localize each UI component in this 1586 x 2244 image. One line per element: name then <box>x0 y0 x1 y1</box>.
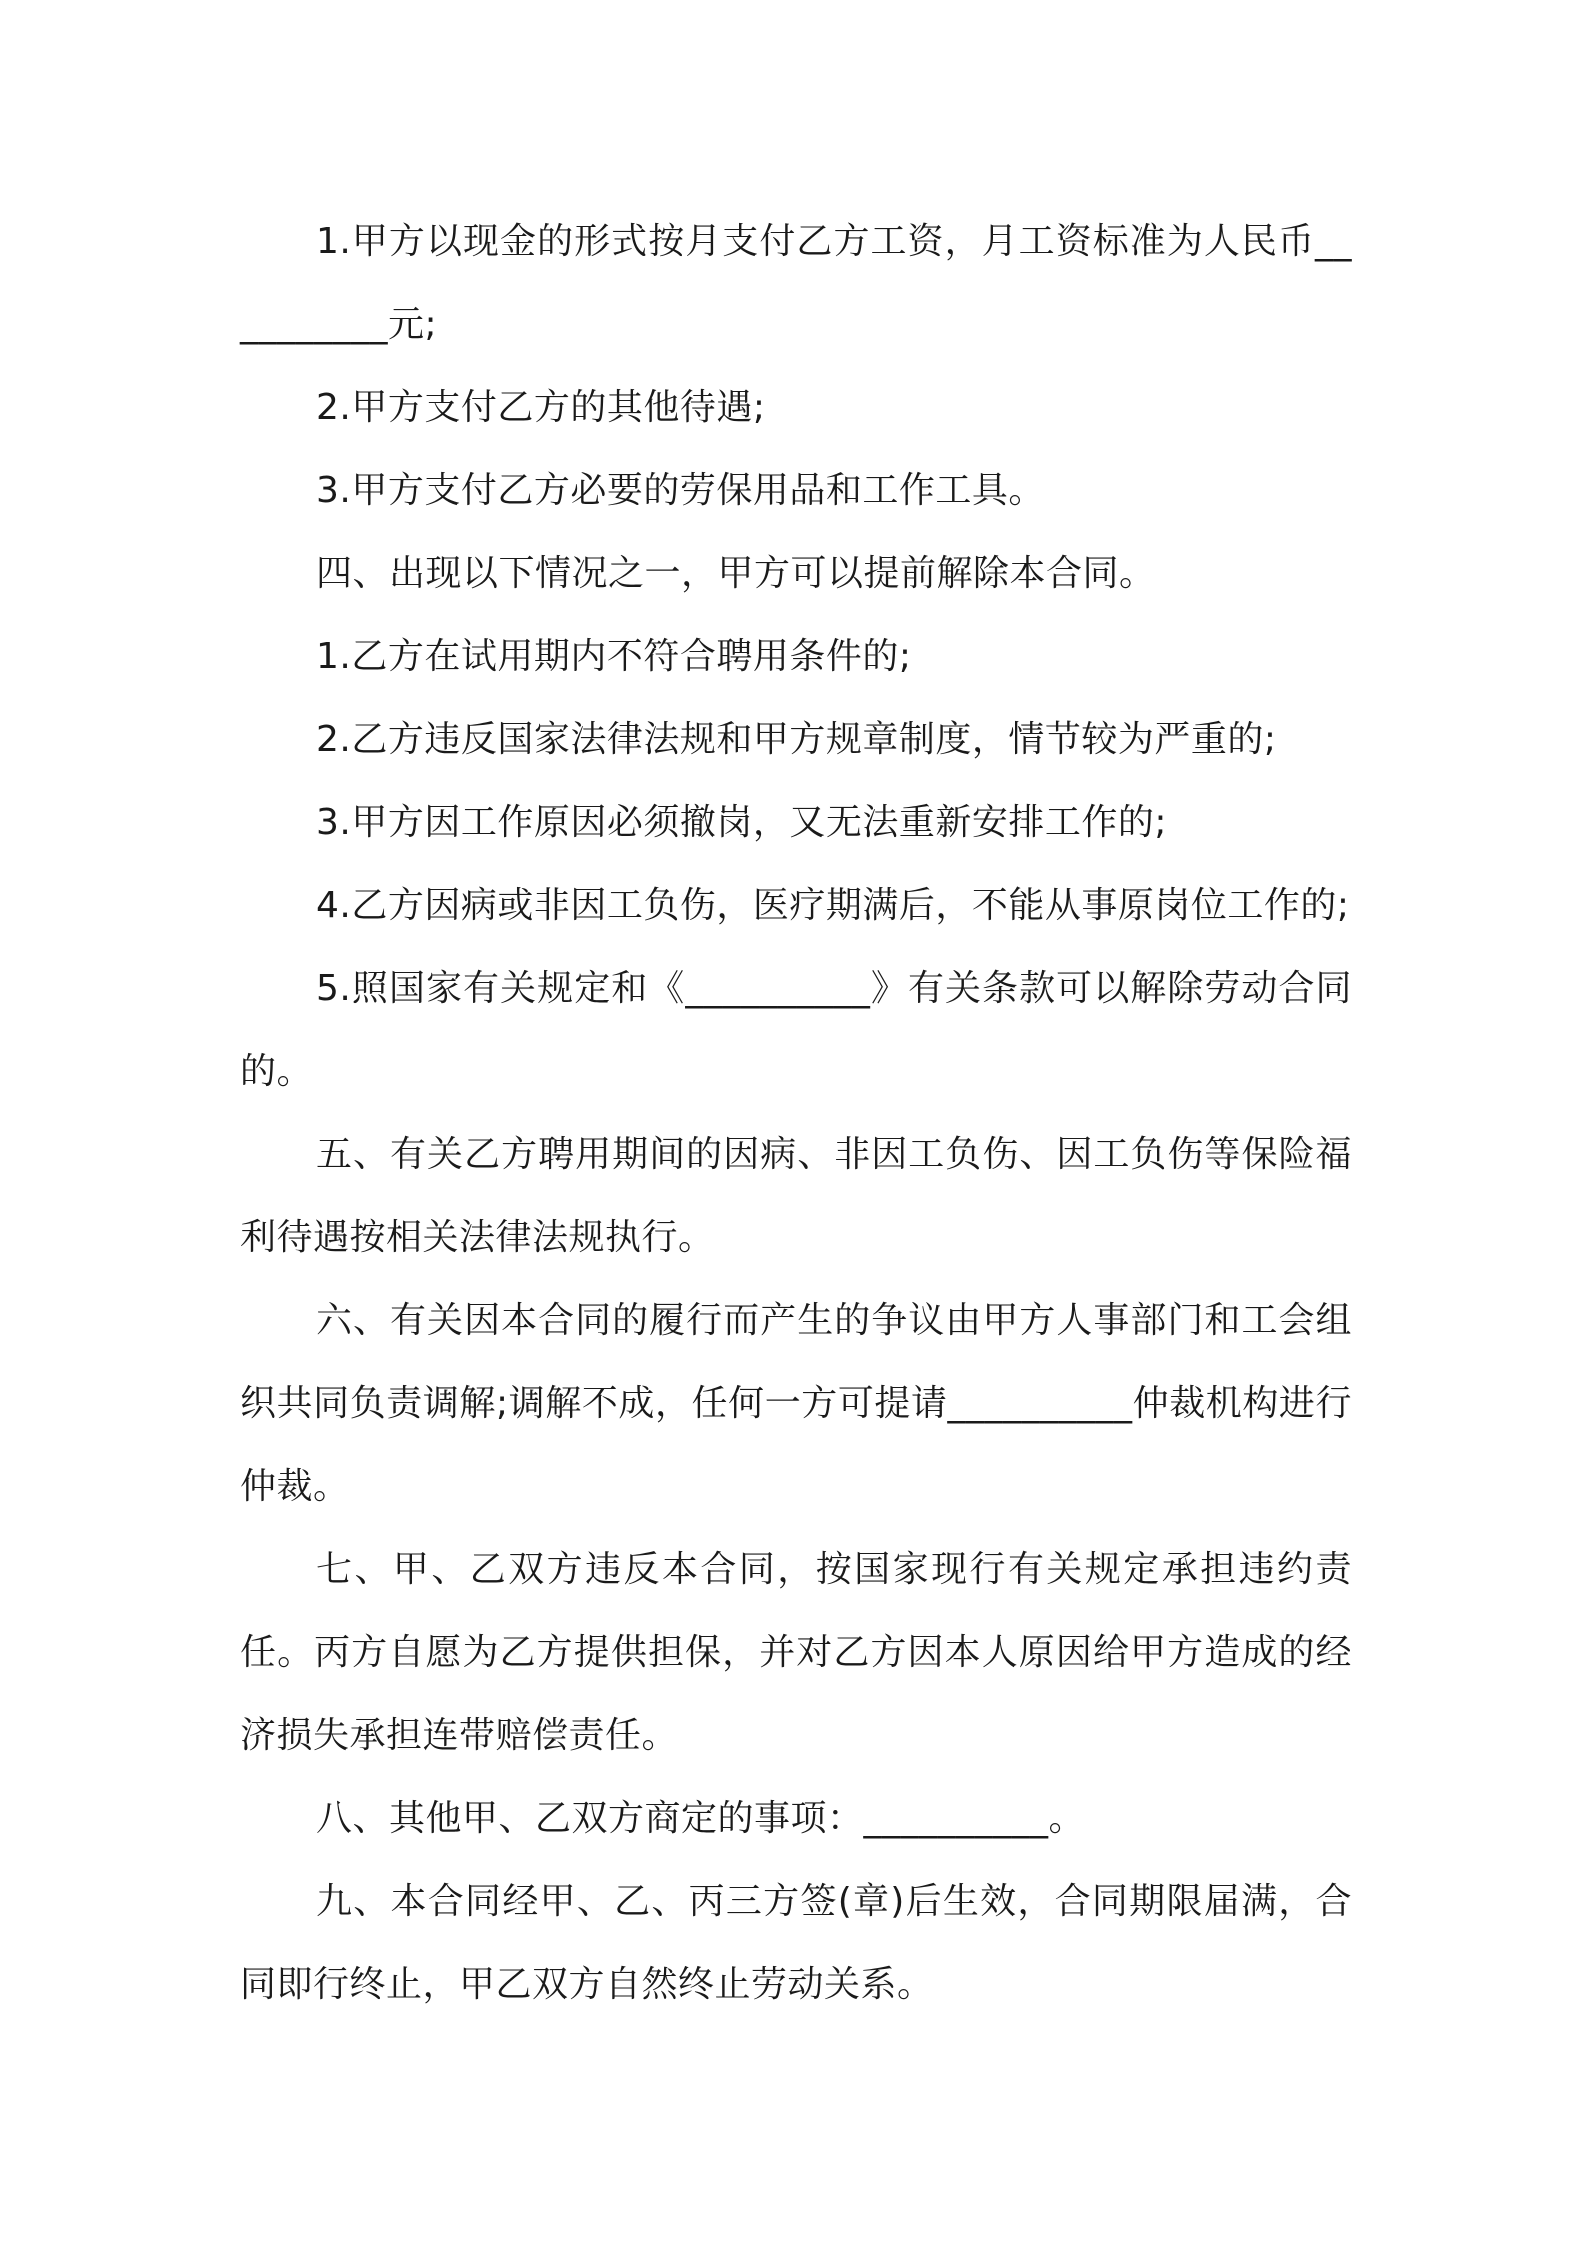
section-other-matters: 八、其他甲、乙双方商定的事项：__________。 <box>316 1798 1086 1839</box>
document-body <box>240 200 1352 2026</box>
section-liability: 七、甲、乙双方违反本合同，按国家现行有关规定承担违约责任。丙方自愿为乙方提供担保，并对乙方因本人原因给甲方造成的经济损失承担连带赔偿责任。 <box>240 1549 1352 1756</box>
paragraph-illness: 4.乙方因病或非因工负伤，医疗期满后，不能从事原岗位工作的; <box>316 885 1350 926</box>
paragraph-probation: 1.乙方在试用期内不符合聘用条件的; <box>316 636 912 677</box>
paragraph-other-benefits: 2.甲方支付乙方的其他待遇; <box>316 387 766 428</box>
paragraph-regulations: 5.照国家有关规定和《__________》有关条款可以解除劳动合同的。 <box>240 968 1352 1092</box>
section-heading-termination: 四、出现以下情况之一，甲方可以提前解除本合同。 <box>316 553 1156 594</box>
paragraph-salary-cash: 1.甲方以现金的形式按月支付乙方工资，月工资标准为人民币__________元; <box>240 221 1352 345</box>
paragraph-violation: 2.乙方违反国家法律法规和甲方规章制度，情节较为严重的; <box>316 719 1277 760</box>
paragraph-labor-supplies: 3.甲方支付乙方必要的劳保用品和工作工具。 <box>316 470 1045 511</box>
section-insurance: 五、有关乙方聘用期间的因病、非因工负伤、因工负伤等保险福利待遇按相关法律法规执行。 <box>240 1134 1352 1258</box>
section-dispute: 六、有关因本合同的履行而产生的争议由甲方人事部门和工会组织共同负责调解;调解不成，任何一方可提请__________仲裁机构进行仲裁。 <box>240 1300 1352 1507</box>
section-effective: 九、本合同经甲、乙、丙三方签(章)后生效，合同期限届满，合同即行终止，甲乙双方自然终止劳动关系。 <box>240 1881 1352 2005</box>
paragraph-position-removed: 3.甲方因工作原因必须撤岗，又无法重新安排工作的; <box>316 802 1167 843</box>
